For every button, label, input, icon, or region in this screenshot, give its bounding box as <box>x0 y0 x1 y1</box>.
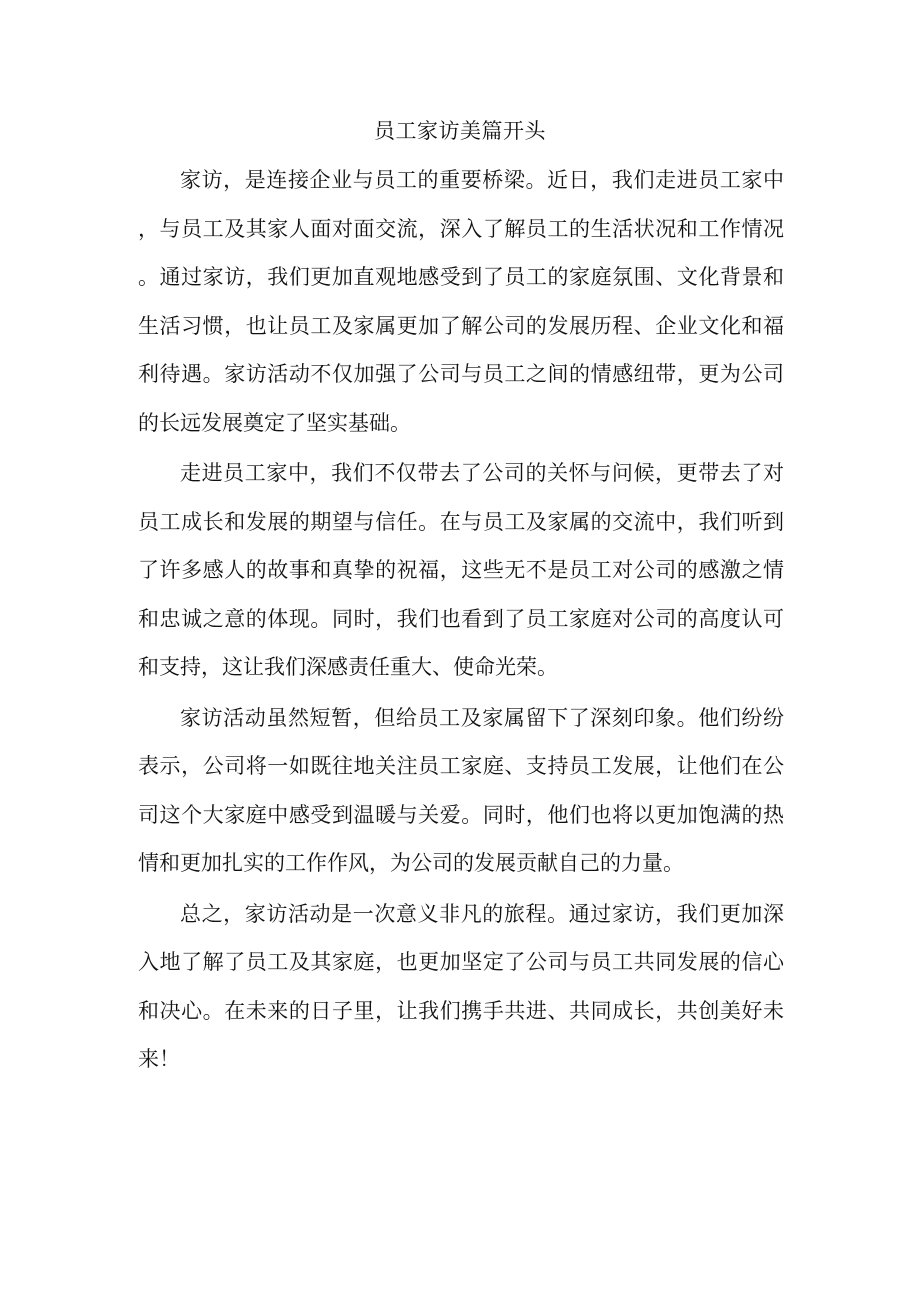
document-title: 员工家访美篇开头 <box>374 119 546 143</box>
document-body <box>138 156 784 1086</box>
paragraph-3: 家访活动虽然短暂，但给员工及家属留下了深刻印象。他们纷纷表示，公司将一如既往地关注员工家庭、支持员工发展，让他们在公司这个大家庭中感受到温暖与关爱。同时，他们也将以更加饱满的热情和更加扎实的工作作风，为公司的发展贡献自己的力量。 <box>138 705 784 875</box>
paragraph-2: 走进员工家中，我们不仅带去了公司的关怀与问候，更带去了对员工成长和发展的期望与信任。在与员工及家属的交流中，我们听到了许多感人的故事和真挚的祝福，这些无不是员工对公司的感激之情和忠诚之意的体现。同时，我们也看到了员工家庭对公司的高度认可和支持，这让我们深感责任重大、使命光荣。 <box>138 461 784 679</box>
paragraph-4: 总之，家访活动是一次意义非凡的旅程。通过家访，我们更加深入地了解了员工及其家庭，也更加坚定了公司与员工共同发展的信心和决心。在未来的日子里，让我们携手共进、共同成长，共创美好未来！ <box>138 901 784 1071</box>
paragraph-1: 家访，是连接企业与员工的重要桥梁。近日，我们走进员工家中，与员工及其家人面对面交流，深入了解员工的生活状况和工作情况。通过家访，我们更加直观地感受到了员工的家庭氛围、文化背景和生活习惯，也让员工及家属更加了解公司的发展历程、企业文化和福利待遇。家访活动不仅加强了公司与员工之间的情感纽带，更为公司的长远发展奠定了坚实基础。 <box>138 168 784 435</box>
